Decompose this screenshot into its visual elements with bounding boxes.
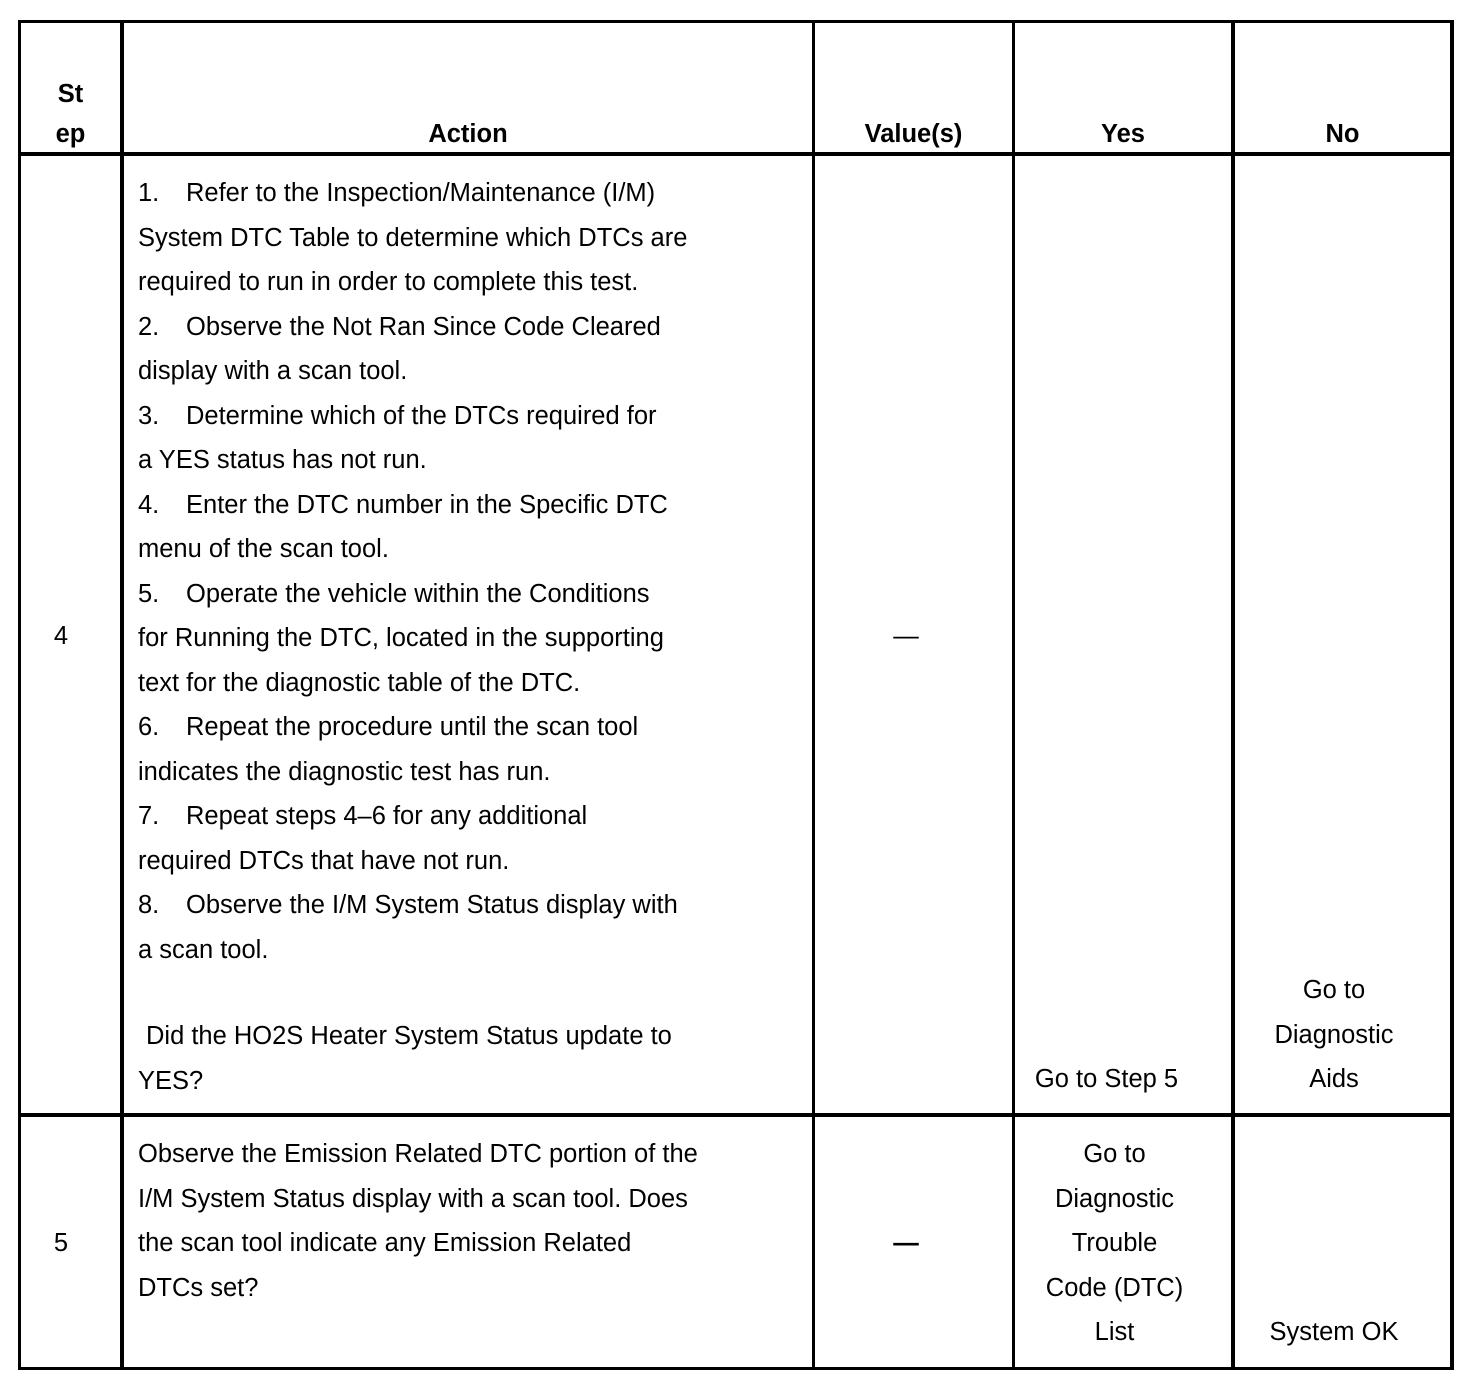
action-item-1-line-2: System DTC Table to determine which DTCs are — [138, 223, 688, 252]
action-item-4 — [138, 483, 808, 572]
action-item-6-line-2: indicates the diagnostic test has run. — [138, 757, 551, 786]
row-4-no-line-2: Diagnostic — [1274, 1020, 1394, 1049]
action-item-2 — [138, 305, 808, 394]
action-item-2-line-2: display with a scan tool. — [138, 357, 408, 385]
header-yes: Yes — [1101, 120, 1145, 148]
row-5-action-line-2: I/M System Status display with a scan tool. Does — [138, 1184, 688, 1213]
row-5-action — [138, 1132, 808, 1310]
row-4-no — [1235, 968, 1433, 1102]
row-4-step: 4 — [53, 622, 69, 650]
column-divider-action — [812, 20, 815, 1370]
action-item-1-line-3: required to run in order to complete this test. — [138, 268, 639, 296]
row-5-yes — [1015, 1132, 1214, 1355]
row-5-no — [1235, 1310, 1433, 1355]
header-action: Action — [428, 120, 508, 148]
row-5-yes-line-2: Diagnostic — [1054, 1184, 1175, 1213]
row-5-action-line-1: Observe the Emission Related DTC portion of the — [138, 1140, 698, 1168]
action-item-3-first: Determine which of the DTCs required for — [186, 401, 657, 430]
row-4-yes-line-1: Go to Step 5 — [1034, 1065, 1179, 1093]
action-item-2-number: 2. — [138, 312, 160, 341]
row-4-no-line-1: Go to — [1302, 976, 1366, 1004]
header-step-line1: St — [57, 80, 84, 108]
action-item-4-number: 4. — [138, 490, 160, 519]
action-item-1 — [138, 171, 808, 305]
action-item-5 — [138, 572, 808, 706]
header-step-line2: ep — [55, 120, 86, 148]
question-line-1: Did the HO2S Heater System Status update to — [146, 1022, 672, 1050]
row-divider — [18, 1113, 1454, 1117]
action-item-8-number: 8. — [138, 891, 160, 919]
action-item-8-first: Observe the I/M System Status display with — [186, 891, 678, 919]
header-no: No — [1325, 120, 1360, 148]
row-5-yes-line-3: Trouble — [1071, 1229, 1158, 1257]
action-item-7 — [138, 794, 808, 883]
action-item-7-number: 7. — [138, 802, 160, 830]
row-5-no-line-1: System OK — [1269, 1318, 1399, 1346]
action-item-5-line-3: text for the diagnostic table of the DTC. — [138, 668, 581, 697]
row-5-action-line-4: DTCs set? — [138, 1273, 259, 1302]
row-5-yes-line-4: Code (DTC) — [1045, 1273, 1184, 1302]
action-item-3-number: 3. — [138, 401, 160, 430]
header-values: Value(s) — [864, 120, 963, 148]
action-item-5-line-2: for Running the DTC, located in the supporting — [138, 624, 664, 652]
row-5-value: — — [893, 1229, 919, 1257]
row-4-no-line-3: Aids — [1309, 1065, 1359, 1093]
action-item-2-first: Observe the Not Ran Since Code Cleared — [186, 312, 661, 341]
table-border-right — [1450, 20, 1454, 1370]
action-item-4-line-2: menu of the scan tool. — [138, 535, 389, 563]
action-item-8-line-2: a scan tool. — [138, 935, 269, 964]
table-border-bottom — [18, 1367, 1454, 1370]
action-item-6-number: 6. — [138, 713, 160, 741]
action-item-5-first: Operate the vehicle within the Conditions — [186, 579, 650, 608]
diagnostic-table — [18, 20, 1454, 1370]
action-item-4-first: Enter the DTC number in the Specific DTC — [186, 490, 668, 519]
action-item-1-number: 1. — [138, 179, 160, 207]
action-item-6 — [138, 705, 808, 794]
action-item-3 — [138, 394, 808, 483]
header-step — [21, 74, 120, 154]
column-divider-yes — [1231, 20, 1235, 1370]
table-border-left — [18, 20, 21, 1370]
row-5-yes-line-1: Go to — [1083, 1140, 1146, 1168]
row-5-step: 5 — [53, 1229, 69, 1257]
action-item-7-first: Repeat steps 4–6 for any additional — [186, 802, 588, 830]
column-divider-step — [120, 20, 124, 1370]
action-item-1-first: Refer to the Inspection/Maintenance (I/M) — [186, 179, 656, 207]
row-4-value: — — [893, 622, 919, 650]
action-item-3-line-2: a YES status has not run. — [138, 446, 427, 474]
row-5-action-line-3: the scan tool indicate any Emission Related — [138, 1229, 632, 1257]
row-4-action — [138, 171, 808, 1103]
action-item-6-first: Repeat the procedure until the scan tool — [186, 713, 639, 741]
row-4-question — [138, 1014, 808, 1103]
table-border-top — [18, 20, 1454, 23]
question-line-2: YES? — [138, 1066, 204, 1095]
action-item-8 — [138, 883, 808, 972]
row-5-yes-line-5: List — [1094, 1318, 1135, 1346]
row-4-yes — [1015, 1057, 1198, 1102]
action-item-5-number: 5. — [138, 579, 160, 608]
action-item-7-line-2: required DTCs that have not run. — [138, 846, 510, 875]
